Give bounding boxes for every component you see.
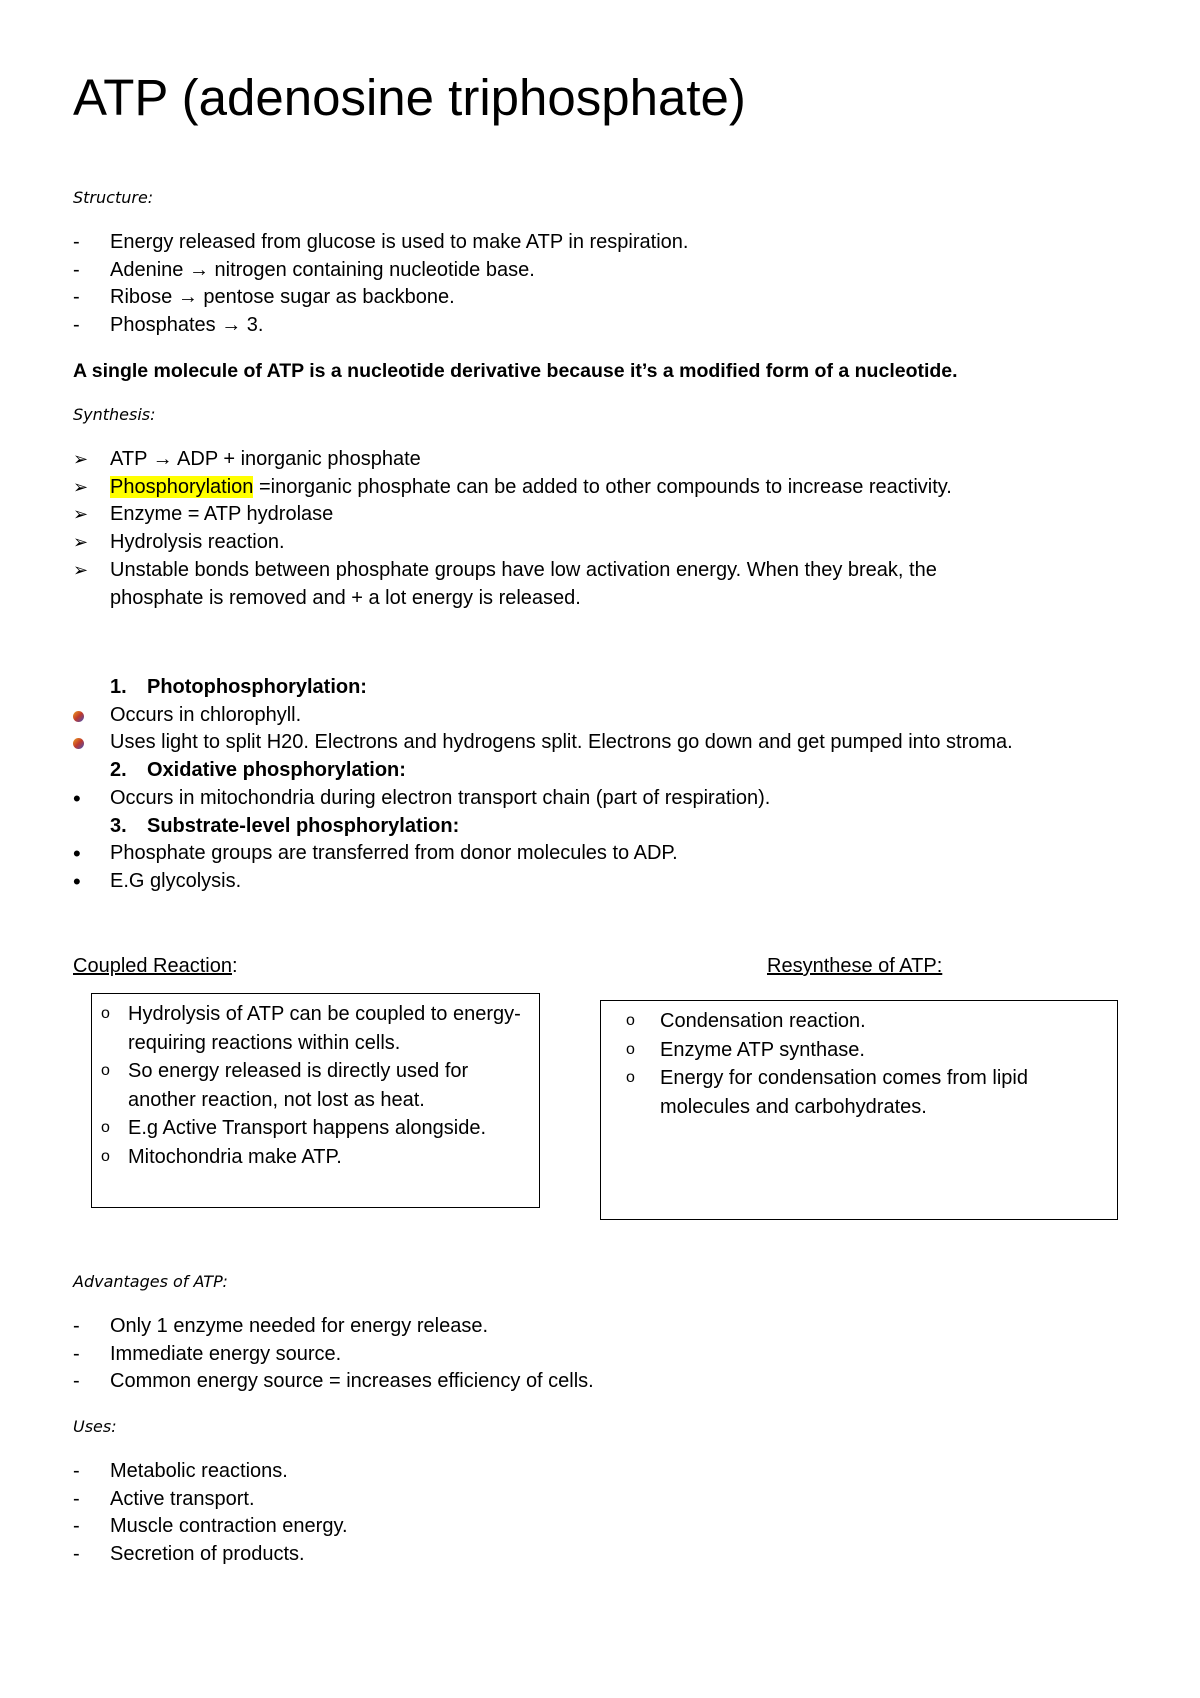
list-item: - Muscle contraction energy.	[73, 1513, 348, 1541]
coupled-reaction-heading: Coupled Reaction:	[73, 955, 238, 977]
list-item: - Phosphates → 3.	[73, 312, 688, 340]
numbered-heading: 1. Photophosphorylation:	[110, 676, 367, 698]
resynthesis-box	[600, 1000, 1118, 1220]
list-item: - Ribose → pentose sugar as backbone.	[73, 284, 688, 312]
arrowhead-bullet-icon: ➢	[73, 559, 89, 580]
coupled-reaction-box	[91, 993, 540, 1208]
list-item: ➢ Phosphorylation =inorganic phosphate can be added to other compounds to increase reactivity.	[73, 474, 952, 502]
numbered-heading: 2. Oxidative phosphorylation:	[110, 759, 406, 782]
uses-heading: Uses:	[73, 1417, 117, 1436]
list-item: o Energy for condensation comes from lipid molecules and carbohydrates.	[601, 1064, 1101, 1121]
list-item: ➢ ATP → ADP + inorganic phosphate	[73, 446, 952, 474]
synthesis-list	[73, 446, 952, 612]
list-item: ➢ Unstable bonds between phosphate groups have low activation energy. When they break, the phosphate is removed and + a lot energy is released.	[73, 558, 937, 609]
advantages-list	[73, 1313, 594, 1396]
list-item: - Active transport.	[73, 1486, 348, 1514]
list-item: o Condensation reaction.	[601, 1007, 1101, 1036]
list-item: o Enzyme ATP synthase.	[601, 1036, 1101, 1065]
list-item: o Mitochondria make ATP.	[92, 1143, 529, 1172]
coupled-reaction-list	[92, 1000, 529, 1171]
list-item: • Phosphate groups are transferred from donor molecules to ADP.	[73, 841, 678, 867]
list-item: Occurs in chlorophyll.	[73, 702, 1013, 730]
circle-bullet-icon: o	[626, 1069, 635, 1086]
structure-list	[73, 229, 688, 340]
numbered-heading: 3. Substrate-level phosphorylation:	[110, 814, 460, 837]
circle-bullet-icon: o	[101, 1062, 110, 1079]
list-item: - Immediate energy source.	[73, 1341, 594, 1369]
list-item: o Hydrolysis of ATP can be coupled to energy-requiring reactions within cells.	[92, 1000, 529, 1057]
bullet-dot-icon: •	[73, 841, 81, 867]
advantages-heading: Advantages of ATP:	[73, 1272, 228, 1291]
circle-bullet-icon: o	[101, 1005, 110, 1022]
list-item: o E.g Active Transport happens alongside.	[92, 1114, 529, 1143]
list-item: - Common energy source = increases efficiency of cells.	[73, 1368, 594, 1396]
dash-marker: -	[73, 1342, 80, 1365]
bullet-dot-icon: •	[73, 868, 81, 894]
circle-bullet-icon: o	[626, 1040, 635, 1058]
list-item: - Adenine → nitrogen containing nucleotide base.	[73, 257, 688, 285]
dash-marker: -	[73, 286, 80, 309]
list-item: o So energy released is directly used for another reaction, not lost as heat.	[92, 1057, 529, 1114]
dash-marker: -	[73, 1515, 80, 1538]
nucleotide-statement: A single molecule of ATP is a nucleotide derivative because it’s a modified form of a nucleotide.	[73, 360, 958, 382]
list-item: • E.G glycolysis.	[73, 868, 242, 894]
dash-marker: -	[73, 1487, 80, 1510]
list-item: - Metabolic reactions.	[73, 1458, 348, 1486]
arrowhead-bullet-icon: ➢	[73, 449, 89, 469]
resynthesis-list	[601, 1007, 1101, 1121]
circle-bullet-icon: o	[101, 1147, 110, 1165]
structure-heading: Structure:	[73, 188, 154, 207]
dash-marker: -	[73, 1543, 80, 1566]
dash-marker: -	[73, 258, 80, 281]
list-item: • Occurs in mitochondria during electron transport chain (part of respiration).	[73, 785, 771, 811]
circle-bullet-icon: o	[101, 1119, 110, 1136]
dash-marker: -	[73, 1370, 80, 1393]
synthesis-heading: Synthesis:	[73, 405, 156, 424]
bullet-dot-icon: •	[73, 785, 81, 811]
phosphorylation-types-list	[73, 674, 1013, 896]
arrowhead-bullet-icon: ➢	[73, 532, 89, 553]
resynthesis-heading: Resynthese of ATP:	[767, 955, 943, 977]
list-item: - Only 1 enzyme needed for energy release.	[73, 1313, 594, 1341]
circle-bullet-icon: o	[626, 1012, 635, 1029]
colored-bullet-icon	[73, 738, 84, 749]
list-item: ➢ Enzyme = ATP hydrolase	[73, 501, 952, 529]
list-item: Uses light to split H20. Electrons and hydrogens split. Electrons go down and get pumped into stroma.	[73, 729, 1013, 757]
dash-marker: -	[73, 314, 80, 337]
list-item: - Secretion of products.	[73, 1541, 348, 1569]
arrowhead-bullet-icon: ➢	[73, 504, 89, 525]
uses-list	[73, 1458, 348, 1569]
dash-marker: -	[73, 231, 80, 253]
list-item: - Energy released from glucose is used to make ATP in respiration.	[73, 229, 688, 257]
dash-marker: -	[73, 1315, 80, 1337]
highlighted-term: Phosphorylation	[110, 475, 254, 498]
page-title: ATP (adenosine triphosphate)	[73, 69, 746, 126]
colored-bullet-icon	[73, 711, 84, 722]
list-item: ➢ Hydrolysis reaction.	[73, 529, 952, 557]
dash-marker: -	[73, 1460, 80, 1482]
arrowhead-bullet-icon: ➢	[73, 476, 89, 497]
